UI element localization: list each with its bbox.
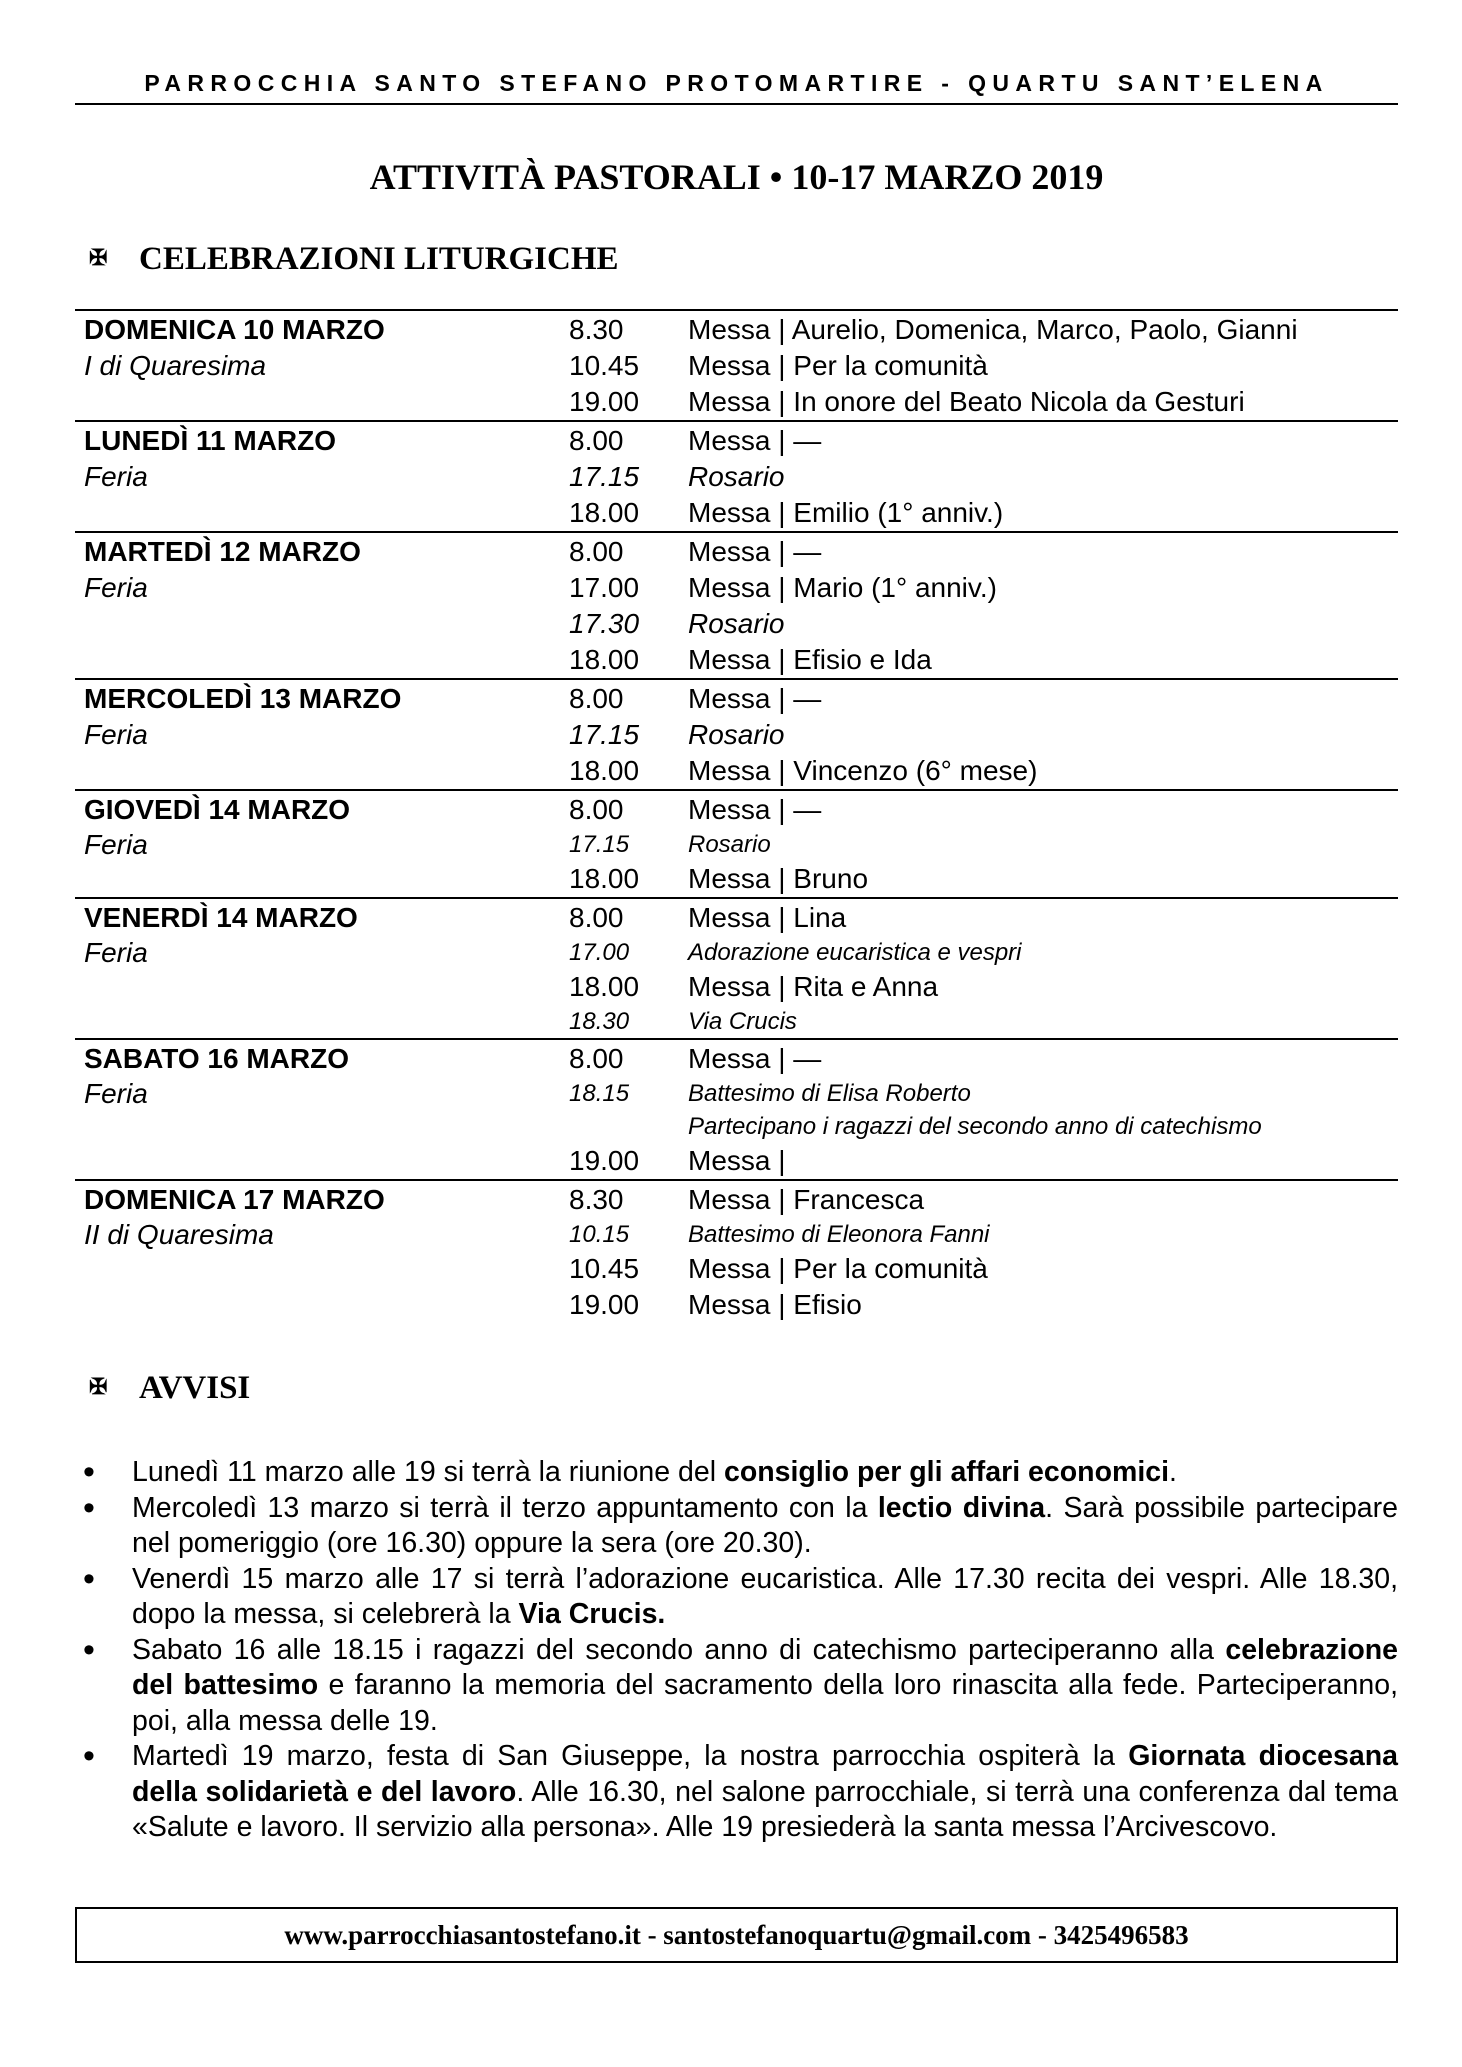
event-time: 10.15 xyxy=(569,1221,630,1248)
avviso-text: Martedì 19 marzo, festa di San Giuseppe, la nostra parrocchia ospiterà la xyxy=(132,1740,1129,1772)
event-time: 8.00 xyxy=(569,683,624,714)
schedule-table xyxy=(75,309,1398,1323)
schedule-row xyxy=(75,900,1398,936)
cross-bullet-icon: ✠ xyxy=(89,245,108,271)
avviso-highlight: lectio divina xyxy=(877,1491,1046,1524)
day-name: MARTEDÌ 12 MARZO xyxy=(84,536,361,567)
event-description: Messa | Efisio xyxy=(688,1289,862,1320)
schedule-row xyxy=(75,1251,1398,1287)
event-description: Partecipano i ragazzi del secondo anno di catechismo xyxy=(688,1113,1262,1140)
schedule-row xyxy=(75,792,1398,828)
event-description: Rosario xyxy=(688,608,785,639)
day-subtitle: Feria xyxy=(84,937,148,968)
event-time: 17.15 xyxy=(569,831,630,858)
event-time: 8.00 xyxy=(569,425,624,456)
event-description: Battesimo di Elisa Roberto xyxy=(688,1080,971,1107)
day-subtitle: Feria xyxy=(84,829,148,860)
avviso-item xyxy=(75,1633,1398,1740)
avviso-item xyxy=(75,1491,1398,1562)
avviso-text: Lunedì 11 marzo alle 19 si terrà la riunione del xyxy=(132,1456,724,1488)
event-description: Messa | — xyxy=(688,683,822,714)
schedule-day xyxy=(75,309,1398,420)
schedule-row xyxy=(75,1218,1398,1251)
event-time: 19.00 xyxy=(569,1289,640,1320)
event-description: Messa | Per la comunità xyxy=(688,350,988,381)
schedule-row xyxy=(75,717,1398,753)
avviso-item xyxy=(75,1455,1398,1491)
avviso-item xyxy=(75,1562,1398,1633)
section-celebrazioni xyxy=(89,241,619,278)
event-description: Messa | Efisio e Ida xyxy=(688,644,932,675)
schedule-row xyxy=(75,1110,1398,1143)
schedule-row xyxy=(75,384,1398,420)
event-description: Messa | Mario (1° anniv.) xyxy=(688,572,997,603)
event-time: 8.00 xyxy=(569,794,624,825)
schedule-day xyxy=(75,531,1398,678)
event-description: Rosario xyxy=(688,719,785,750)
schedule-row xyxy=(75,681,1398,717)
day-subtitle: Feria xyxy=(84,719,148,750)
schedule-row xyxy=(75,606,1398,642)
event-time: 8.30 xyxy=(569,1184,624,1215)
schedule-row xyxy=(75,423,1398,459)
event-time: 18.00 xyxy=(569,755,640,786)
event-time: 18.15 xyxy=(569,1080,630,1107)
footer-contacts: www.parrocchiasantostefano.it - santostefanoquartu@gmail.com - 3425496583 xyxy=(75,1907,1398,1963)
schedule-row xyxy=(75,753,1398,789)
day-name: MERCOLEDÌ 13 MARZO xyxy=(84,683,402,714)
schedule-day xyxy=(75,1038,1398,1179)
event-description: Messa | Vincenzo (6° mese) xyxy=(688,755,1038,786)
event-description: Messa | Rita e Anna xyxy=(688,971,939,1002)
event-time: 18.30 xyxy=(569,1008,630,1035)
schedule-row xyxy=(75,642,1398,678)
avviso-highlight: Giornata diocesana della solidarietà e del lavoro xyxy=(132,1740,1398,1808)
day-subtitle: I di Quaresima xyxy=(84,350,267,381)
event-description: Adorazione eucaristica e vespri xyxy=(688,939,1022,966)
event-description: Messa | Francesca xyxy=(688,1184,925,1215)
avviso-highlight: Via Crucis. xyxy=(518,1598,666,1630)
event-time: 10.45 xyxy=(569,350,640,381)
schedule-row xyxy=(75,1077,1398,1110)
event-time: 10.45 xyxy=(569,1253,640,1284)
event-description: Messa | — xyxy=(688,536,822,567)
event-description: Messa | Per la comunità xyxy=(688,1253,988,1284)
schedule-row xyxy=(75,828,1398,861)
avviso-text: Sabato 16 alle 18.15 i ragazzi del secondo anno di catechismo parteciperanno alla xyxy=(132,1633,1226,1666)
schedule-row xyxy=(75,1041,1398,1077)
day-subtitle: Feria xyxy=(84,461,148,492)
event-description: Rosario xyxy=(688,831,771,858)
schedule-row xyxy=(75,459,1398,495)
avviso-highlight: consiglio per gli affari economici xyxy=(724,1456,1170,1488)
event-time: 18.00 xyxy=(569,644,640,675)
event-description: Battesimo di Eleonora Fanni xyxy=(688,1221,990,1248)
day-name: LUNEDÌ 11 MARZO xyxy=(84,425,337,456)
event-time: 19.00 xyxy=(569,386,640,417)
day-subtitle: Feria xyxy=(84,1078,148,1109)
event-time: 17.30 xyxy=(569,608,640,639)
schedule-row xyxy=(75,1182,1398,1218)
day-subtitle: Feria xyxy=(84,572,148,603)
avviso-item xyxy=(75,1739,1398,1846)
schedule-row xyxy=(75,312,1398,348)
event-time: 18.00 xyxy=(569,497,640,528)
schedule-row xyxy=(75,969,1398,1005)
schedule-day xyxy=(75,789,1398,897)
avviso-text: . Sarà possibile partecipare nel pomeriggio (ore 16.30) oppure la sera (ore 20.30). xyxy=(132,1491,1398,1559)
schedule-row xyxy=(75,861,1398,897)
avviso-highlight: celebrazione del battesimo xyxy=(132,1633,1398,1701)
day-name: VENERDÌ 14 MARZO xyxy=(84,902,358,933)
avviso-text: e faranno la memoria del sacramento della loro rinascita alla fede. Parteciperanno, poi, alla messa delle 19. xyxy=(132,1669,1398,1737)
schedule-day xyxy=(75,1179,1398,1323)
avviso-text: . Alle 16.30, nel salone parrocchiale, si terrà una conferenza dal tema «Salute e lavoro. Il servizio alla persona». Alle 19 presiederà la santa messa l’Arcivescovo. xyxy=(132,1775,1398,1843)
event-description: Messa | Lina xyxy=(688,902,847,933)
event-description: Messa | In onore del Beato Nicola da Gesturi xyxy=(688,386,1245,417)
avviso-text: . xyxy=(1169,1456,1177,1488)
avviso-text: Venerdì 15 marzo alle 17 si terrà l’adorazione eucaristica. Alle 17.30 recita dei vespri. Alle 18.30, dopo la messa, si celebrerà la xyxy=(132,1562,1398,1630)
page-title: ATTIVITÀ PASTORALI • 10-17 MARZO 2019 xyxy=(369,157,1104,197)
event-time: 18.00 xyxy=(569,971,640,1002)
event-time: 8.00 xyxy=(569,536,624,567)
section-celebrazioni-title: CELEBRAZIONI LITURGICHE xyxy=(139,241,619,277)
event-description: Messa | — xyxy=(688,794,822,825)
event-description: Messa | — xyxy=(688,1043,822,1074)
day-name: DOMENICA 17 MARZO xyxy=(84,1184,385,1215)
day-name: DOMENICA 10 MARZO xyxy=(84,314,385,345)
event-description: Messa | — xyxy=(688,425,822,456)
schedule-day xyxy=(75,420,1398,531)
header-rule xyxy=(75,103,1398,105)
schedule-row xyxy=(75,1287,1398,1323)
event-description: Messa | Bruno xyxy=(688,863,869,894)
event-description: Messa | xyxy=(688,1145,786,1176)
schedule-day xyxy=(75,678,1398,789)
avviso-text: Mercoledì 13 marzo si terrà il terzo appuntamento con la xyxy=(132,1491,878,1524)
schedule-day xyxy=(75,897,1398,1038)
event-time: 8.00 xyxy=(569,1043,624,1074)
event-description: Via Crucis xyxy=(688,1008,797,1035)
schedule-row xyxy=(75,936,1398,969)
event-description: Messa | Emilio (1° anniv.) xyxy=(688,497,1004,528)
section-avvisi xyxy=(89,1370,250,1407)
schedule-row xyxy=(75,1005,1398,1038)
day-subtitle: II di Quaresima xyxy=(84,1219,274,1250)
event-time: 17.00 xyxy=(569,939,630,966)
event-time: 17.00 xyxy=(569,572,640,603)
event-time: 8.30 xyxy=(569,314,624,345)
schedule-row xyxy=(75,495,1398,531)
event-time: 17.15 xyxy=(569,461,640,492)
day-name: GIOVEDÌ 14 MARZO xyxy=(84,794,351,825)
day-name: SABATO 16 MARZO xyxy=(84,1043,349,1074)
avvisi-list xyxy=(75,1455,1398,1846)
parish-header: PARROCCHIA SANTO STEFANO PROTOMARTIRE - QUARTU SANT’ELENA xyxy=(144,70,1329,96)
event-description: Rosario xyxy=(688,461,785,492)
schedule-row xyxy=(75,348,1398,384)
section-avvisi-title: AVVISI xyxy=(139,1370,251,1406)
event-description: Messa | Aurelio, Domenica, Marco, Paolo, Gianni xyxy=(688,314,1298,345)
event-time: 17.15 xyxy=(569,719,640,750)
schedule-row xyxy=(75,1143,1398,1179)
schedule-row xyxy=(75,570,1398,606)
event-time: 19.00 xyxy=(569,1145,640,1176)
cross-bullet-icon: ✠ xyxy=(89,1374,108,1400)
event-time: 8.00 xyxy=(569,902,624,933)
event-time: 18.00 xyxy=(569,863,640,894)
schedule-row xyxy=(75,534,1398,570)
